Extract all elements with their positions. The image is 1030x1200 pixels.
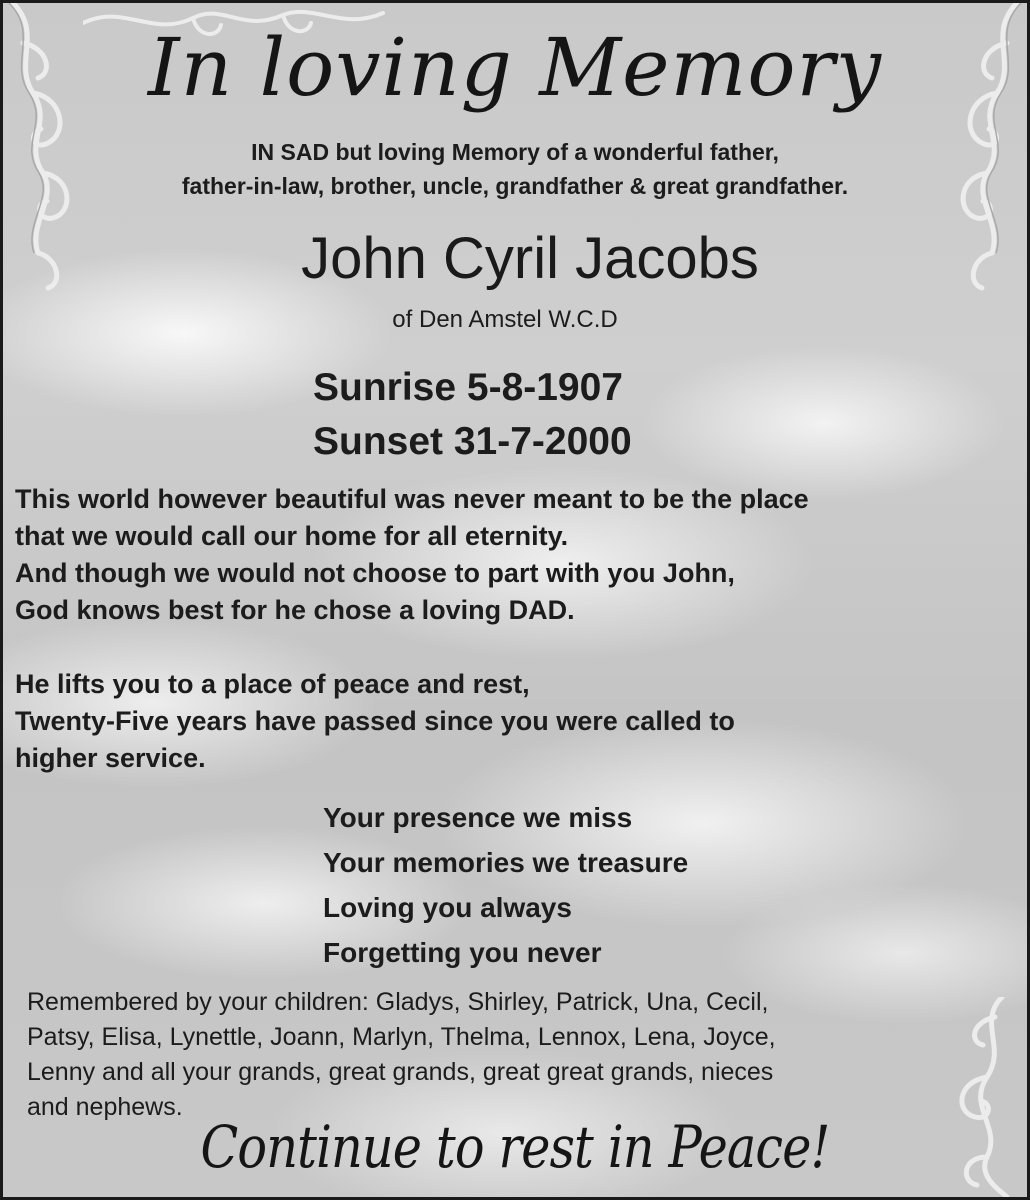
poem-line: He lifts you to a place of peace and rest, <box>15 669 530 699</box>
remembered-line: and nephews. <box>27 1093 183 1121</box>
poem-line: This world however beautiful was never meant to be the place <box>15 484 809 514</box>
remembered-line: Patsy, Elisa, Lynettle, Joann, Marlyn, Thelma, Lennox, Lena, Joyce, <box>27 1023 776 1051</box>
poem-line: God knows best for he chose a loving DAD. <box>15 595 575 625</box>
remembered-line: Remembered by your children: Gladys, Shirley, Patrick, Una, Cecil, <box>27 988 769 1016</box>
verse <box>323 795 688 975</box>
verse-line: Your memories we treasure <box>323 847 689 878</box>
poem-line: Twenty-Five years have passed since you were called to <box>15 706 735 736</box>
deceased-name: John Cyril Jacobs <box>301 226 759 291</box>
page-title: In loving Memory <box>148 21 882 114</box>
scroll-ornament-icon <box>947 997 1027 1197</box>
poem-line: higher service. <box>15 743 206 773</box>
remembered-by <box>27 985 776 1125</box>
remembered-line: Lenny and all your grands, great grands, great great grands, nieces <box>27 1058 774 1086</box>
verse-line: Loving you always <box>323 892 572 923</box>
intro-line: father-in-law, brother, uncle, grandfather & great grandfather. <box>181 173 849 199</box>
poem <box>15 481 809 777</box>
stanza-gap <box>15 629 809 666</box>
verse-line: Your presence we miss <box>323 802 633 833</box>
intro-text <box>3 135 1027 203</box>
life-dates <box>313 361 632 469</box>
verse-line: Forgetting you never <box>323 937 602 968</box>
poem-line: that we would call our home for all eternity. <box>15 521 569 551</box>
intro-line: IN SAD but loving Memory of a wonderful father, <box>251 139 779 165</box>
poem-line: And though we would not choose to part with you John, <box>15 558 735 588</box>
sunset-date: Sunset 31-7-2000 <box>313 420 632 463</box>
closing-message: Continue to rest in Peace! <box>200 1113 830 1181</box>
sunrise-date: Sunrise 5-8-1907 <box>313 366 624 409</box>
deceased-origin: of Den Amstel W.C.D <box>392 306 618 333</box>
